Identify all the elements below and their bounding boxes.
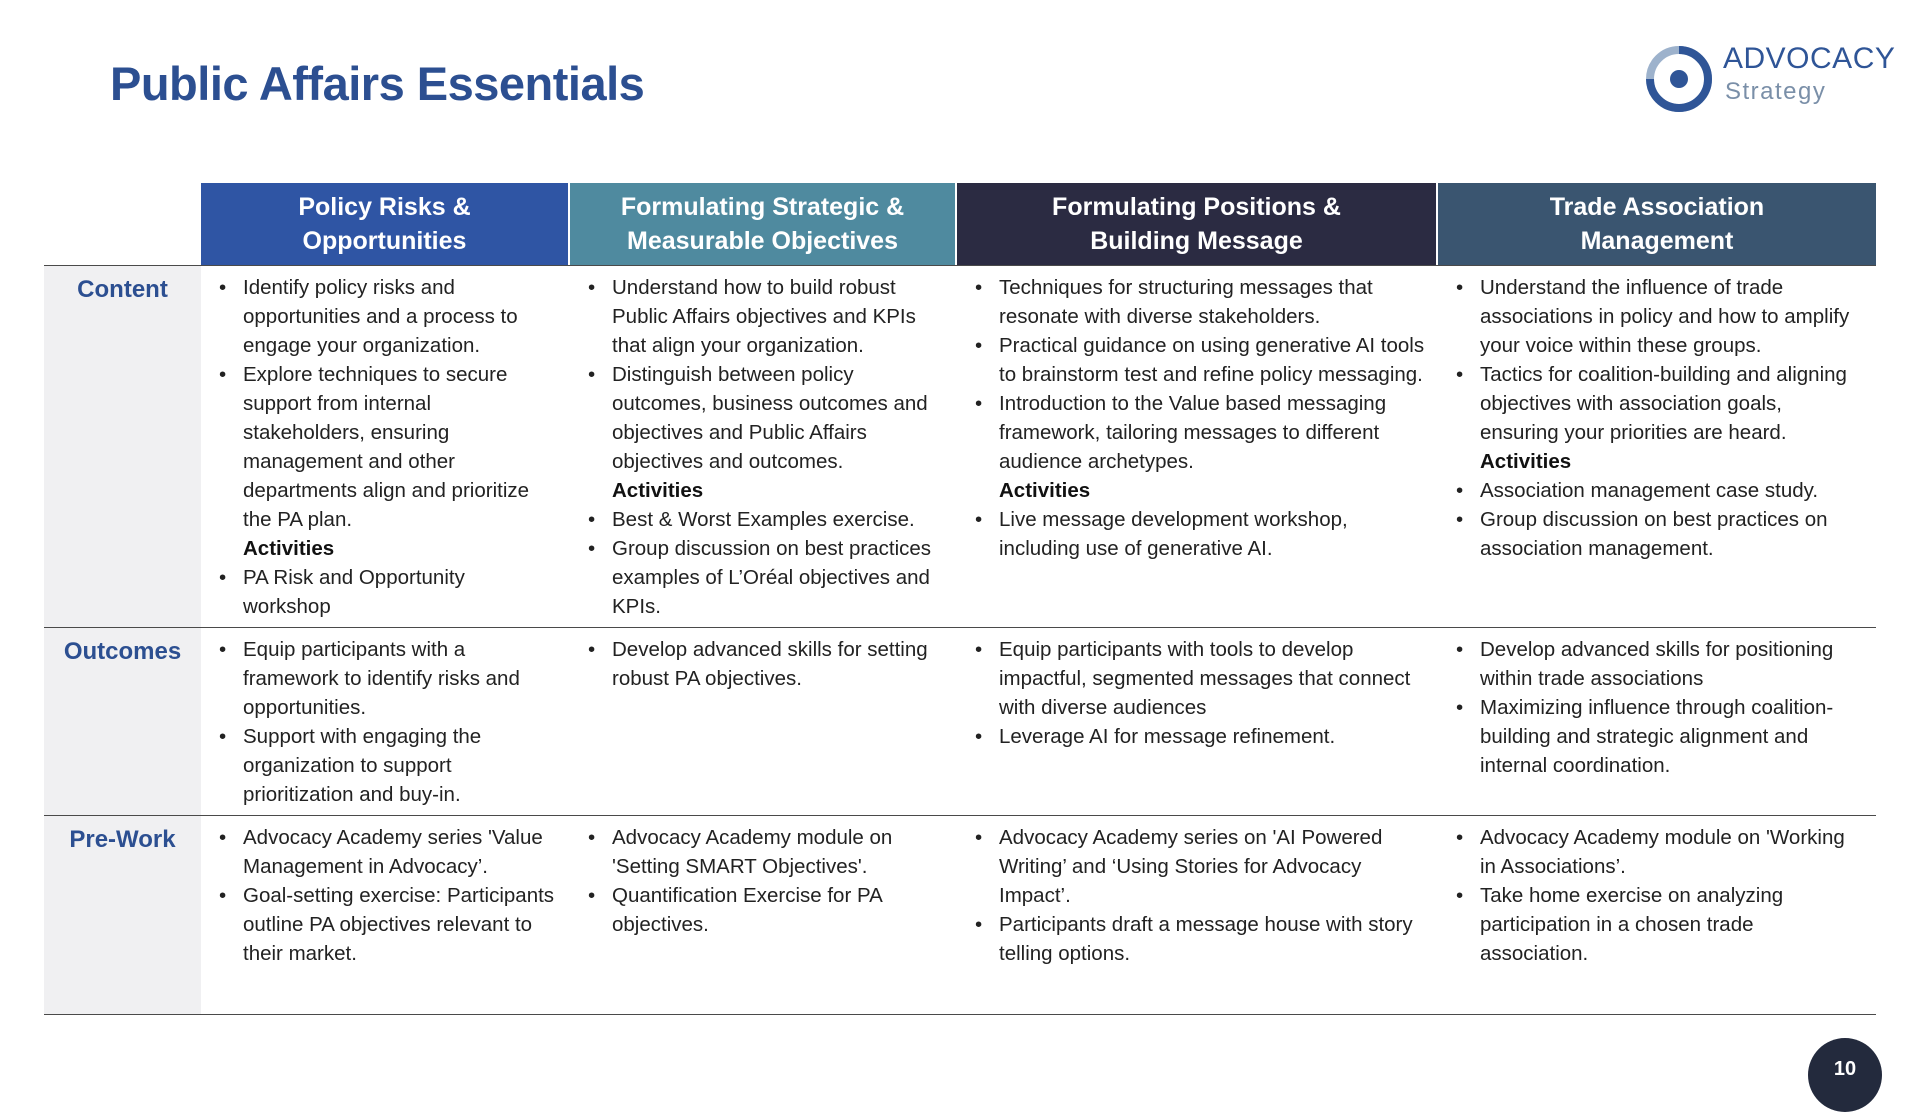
logo-word-strategy: Strategy <box>1725 78 1827 105</box>
outcomes-cell-positions-message <box>957 628 1438 815</box>
list-item: • Live message development workshop, including use of generative AI. <box>971 505 1426 563</box>
list-item: • Goal-setting exercise: Participants outline PA objectives relevant to their market. <box>215 881 558 968</box>
list-item: • PA Risk and Opportunity workshop <box>215 563 558 621</box>
list-item: • Support with engaging the organization to support prioritization and buy-in. <box>215 722 558 809</box>
column-header-trade-association: Trade Association Management <box>1438 183 1876 265</box>
header-corner <box>44 183 201 265</box>
row-label-prework: Pre-Work <box>44 816 201 1014</box>
column-header-positions-message: Formulating Positions & Building Message <box>957 183 1438 265</box>
outcomes-cell-strategic-objectives <box>570 628 957 815</box>
list-item: • Take home exercise on analyzing participation in a chosen trade association. <box>1452 881 1864 968</box>
list-item: • Techniques for structuring messages that resonate with diverse stakeholders. <box>971 273 1426 331</box>
list-item: • Develop advanced skills for setting robust PA objectives. <box>584 635 945 693</box>
list-item: • Develop advanced skills for positioning within trade associations <box>1452 635 1864 693</box>
list-item: • Best & Worst Examples exercise. <box>584 505 945 534</box>
table-row-content <box>44 265 1876 627</box>
list-item: • Quantification Exercise for PA objectives. <box>584 881 945 939</box>
outcomes-cell-trade-association <box>1438 628 1876 815</box>
list-item: • Understand the influence of trade associations in policy and how to amplify your voice within these groups. <box>1452 273 1864 360</box>
column-header-policy-risks: Policy Risks & Opportunities <box>201 183 570 265</box>
content-cell-trade-association <box>1438 266 1876 627</box>
company-logo <box>1646 42 1896 112</box>
list-item: • Advocacy Academy module on 'Working in Associations’. <box>1452 823 1864 881</box>
list-item: • Equip participants with a framework to identify risks and opportunities. <box>215 635 558 722</box>
row-label-content: Content <box>44 266 201 627</box>
content-cell-positions-message <box>957 266 1438 627</box>
prework-cell-strategic-objectives <box>570 816 957 1014</box>
list-item: • Maximizing influence through coalition-building and strategic alignment and internal coordination. <box>1452 693 1864 780</box>
list-item: • Tactics for coalition-building and aligning objectives with association goals, ensuring your priorities are heard. <box>1452 360 1864 447</box>
list-item: • Introduction to the Value based messaging framework, tailoring messages to different audience archetypes. <box>971 389 1426 476</box>
list-item: • Understand how to build robust Public Affairs objectives and KPIs that align your organization. <box>584 273 945 360</box>
curriculum-table <box>44 183 1876 1015</box>
table-row-outcomes <box>44 627 1876 815</box>
list-item: • Advocacy Academy module on 'Setting SMART Objectives'. <box>584 823 945 881</box>
page-number-badge: 10 <box>1808 1038 1882 1112</box>
page-title: Public Affairs Essentials <box>110 57 645 110</box>
list-item: • Identify policy risks and opportunities and a process to engage your organization. <box>215 273 558 360</box>
logo-word-advocacy: ADVOCACY <box>1723 42 1896 75</box>
list-item: • Explore techniques to secure support from internal stakeholders, ensuring management and other departments align and prioritize the PA plan. <box>215 360 558 534</box>
list-item: • Group discussion on best practices on association management. <box>1452 505 1864 563</box>
prework-cell-positions-message <box>957 816 1438 1014</box>
activities-heading: Activities <box>1480 450 1572 473</box>
list-item: • Practical guidance on using generative AI tools to brainstorm test and refine policy messaging. <box>971 331 1426 389</box>
outcomes-cell-policy-risks <box>201 628 570 815</box>
content-cell-policy-risks <box>201 266 570 627</box>
list-item: • Association management case study. <box>1452 476 1864 505</box>
column-header-strategic-objectives: Formulating Strategic & Measurable Objectives <box>570 183 957 265</box>
list-item: • Group discussion on best practices examples of L’Oréal objectives and KPIs. <box>584 534 945 621</box>
list-item: • Leverage AI for message refinement. <box>971 722 1426 751</box>
activities-heading: Activities <box>999 479 1091 502</box>
row-label-outcomes: Outcomes <box>44 628 201 815</box>
prework-cell-policy-risks <box>201 816 570 1014</box>
activities-heading: Activities <box>612 479 704 502</box>
list-item: • Advocacy Academy series 'Value Management in Advocacy’. <box>215 823 558 881</box>
content-cell-strategic-objectives <box>570 266 957 627</box>
prework-cell-trade-association <box>1438 816 1876 1014</box>
list-item: • Participants draft a message house with story telling options. <box>971 910 1426 968</box>
table-header-row <box>44 183 1876 265</box>
table-row-prework <box>44 815 1876 1015</box>
list-item: • Distinguish between policy outcomes, business outcomes and objectives and Public Affairs objectives and outcomes. <box>584 360 945 476</box>
advocacy-logo-icon <box>1646 46 1712 112</box>
activities-heading: Activities <box>243 537 335 560</box>
list-item: • Equip participants with tools to develop impactful, segmented messages that connect with diverse audiences <box>971 635 1426 722</box>
list-item: • Advocacy Academy series on 'AI Powered Writing’ and ‘Using Stories for Advocacy Impact’. <box>971 823 1426 910</box>
